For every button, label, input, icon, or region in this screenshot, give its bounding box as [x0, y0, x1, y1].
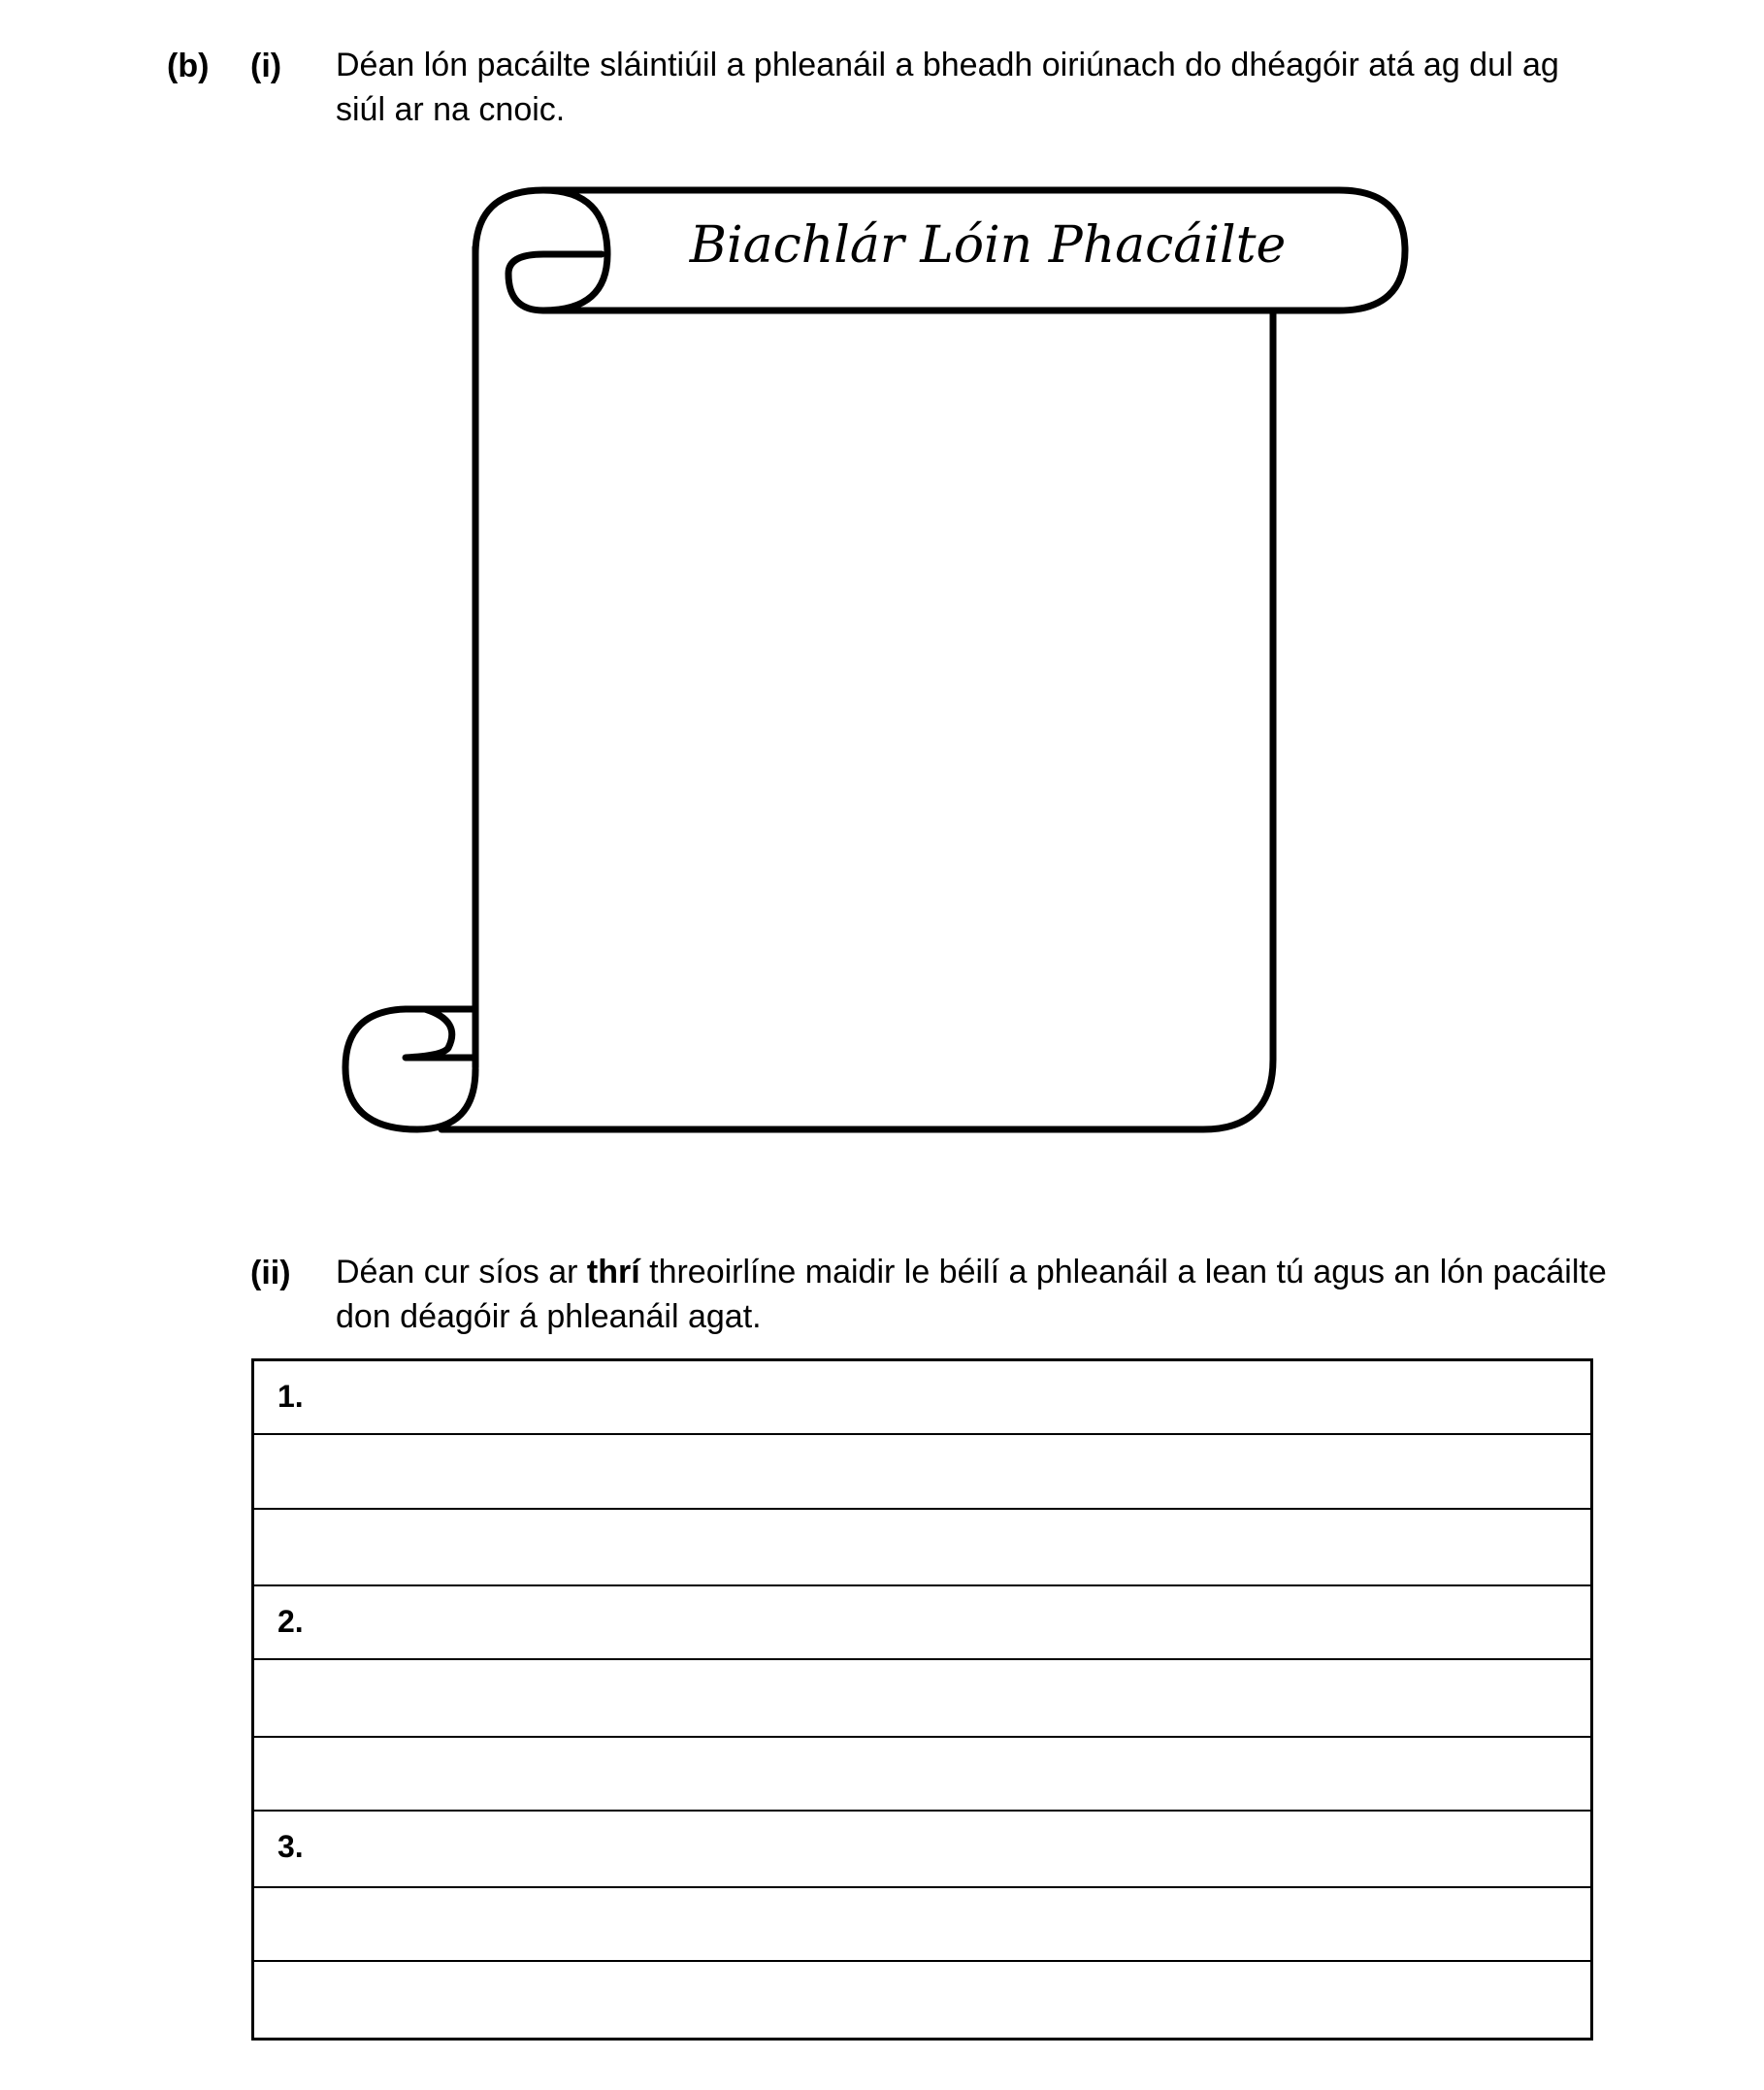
- answer-table: [251, 1358, 1593, 2041]
- answer-number: 3.: [278, 1829, 304, 1864]
- answer-row[interactable]: [254, 1361, 1590, 1435]
- question-text-ii-pre: Déan cur síos ar: [336, 1254, 587, 1290]
- answer-number: 1.: [278, 1379, 304, 1414]
- question-text-i-line2: siúl ar na cnoic.: [336, 91, 566, 128]
- scroll-body-outline: [441, 247, 1273, 1129]
- question-text-ii-bold: thrí: [586, 1254, 640, 1290]
- answer-row[interactable]: [254, 1962, 1590, 2038]
- answer-row[interactable]: [254, 1660, 1590, 1738]
- answer-row[interactable]: [254, 1812, 1590, 1888]
- question-text-i-line1: Déan lón pacáilte sláintiúil a phleanáil a bheadh oiriúnach do dhéagóir atá ag dul ag: [336, 47, 1559, 83]
- answer-row[interactable]: [254, 1586, 1590, 1660]
- scroll-title: Biachlár Lóin Phacáilte: [689, 216, 1287, 275]
- question-label-b: (b): [167, 48, 210, 84]
- scroll-bottom-curl: [345, 1009, 475, 1129]
- question-text-ii-line1: [336, 1250, 1607, 1294]
- answer-row[interactable]: [254, 1435, 1590, 1510]
- answer-number: 2.: [278, 1604, 304, 1639]
- question-label-i: (i): [250, 48, 282, 84]
- question-text-ii-post: threoirlíne maidir le béilí a phleanáil a lean tú agus an lón pacáilte: [639, 1254, 1607, 1290]
- answer-row[interactable]: [254, 1888, 1590, 1962]
- answer-row[interactable]: [254, 1510, 1590, 1586]
- scroll-top-curl: [475, 190, 607, 310]
- question-text-ii-line2: don déagóir á phleanáil agat.: [336, 1298, 762, 1335]
- question-label-ii: (ii): [250, 1255, 291, 1291]
- answer-row[interactable]: [254, 1738, 1590, 1812]
